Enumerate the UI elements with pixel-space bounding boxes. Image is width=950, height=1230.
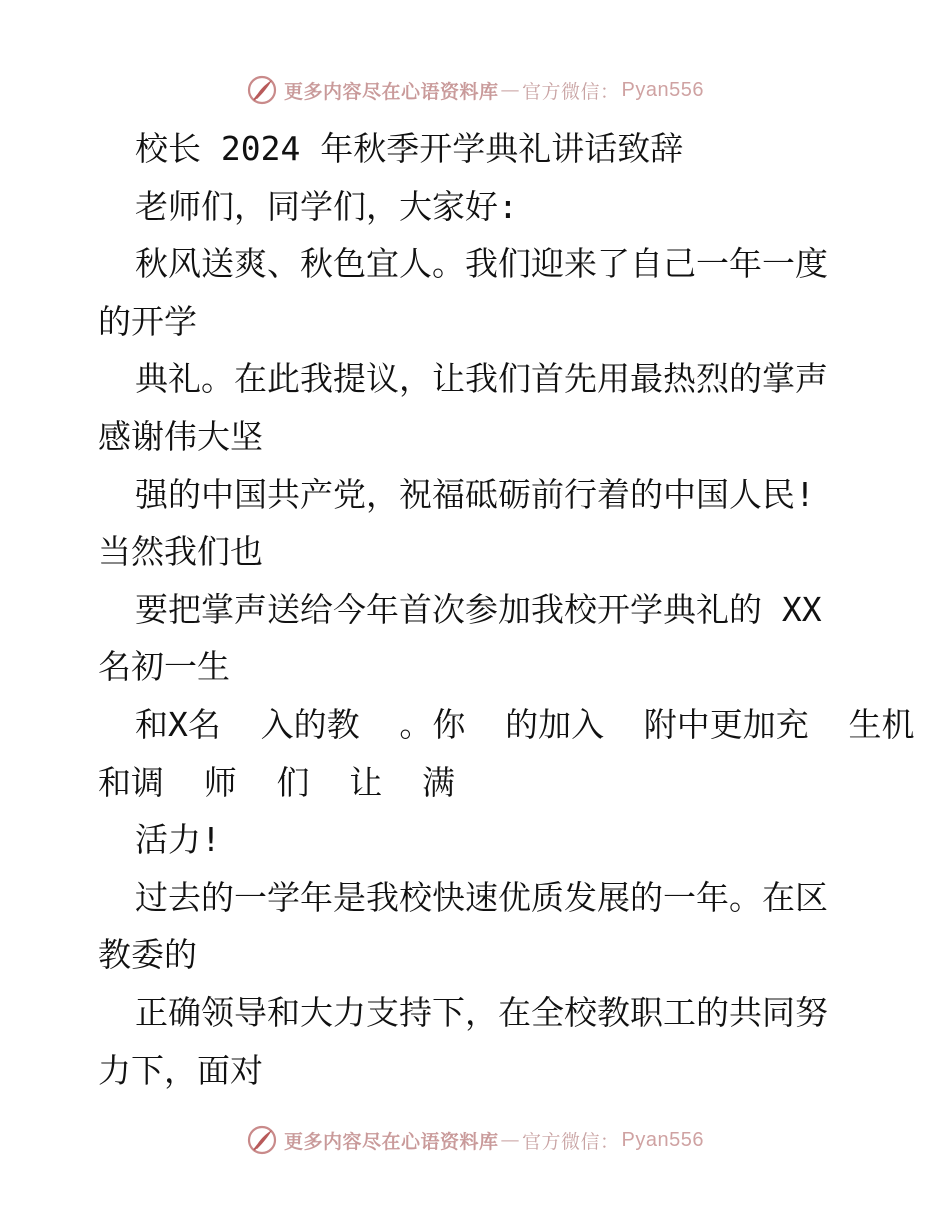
text-line: 秋风送爽、秋色宜人。我们迎来了自己一年一度 [135,244,828,284]
text-line: 典礼。在此我提议，让我们首先用最热烈的掌声 [135,359,828,399]
footer-banner [0,1120,950,1160]
quill-pen-logo-icon [246,74,278,106]
document-body [98,120,915,1099]
banner-wechat-id: Pyan556 [621,1128,704,1151]
document-title: 校长 2024 年秋季开学典礼讲话致辞 [135,129,684,168]
text-line: 强的中国共产党，祝福砥砺前行着的中国人民! [135,474,815,514]
banner-wechat-label: 官方微信： [522,1130,620,1153]
text-line: 老师们，同学们，大家好: [135,186,518,226]
text-line: 要把掌声送给今年首次参加我校开学典礼的 XX [135,589,822,629]
header-banner [0,70,950,110]
banner-wechat-label: 官方微信： [522,80,620,103]
text-line: 名初一生 [98,647,230,687]
text-line: 正确领导和大力支持下，在全校教职工的共同努 [135,992,828,1032]
text-line: 力下，面对 [98,1050,263,1090]
quill-pen-logo-icon [246,1124,278,1156]
text-line: 感谢伟大坚 [98,416,263,456]
banner-separator: — [500,1129,521,1151]
text-line: 活力! [135,820,221,860]
text-line: 当然我们也 [98,532,263,572]
banner-brand-text: 更多内容尽在心语资料库 [284,80,499,103]
text-line: 过去的一学年是我校快速优质发展的一年。在区 [135,877,828,917]
text-line: 的开学 [98,301,197,341]
text-line: 教委的 [98,935,197,975]
banner-brand-text: 更多内容尽在心语资料库 [284,1130,499,1153]
text-line: 和X名 入的教 。你 的加入 附中更加充 生机 [135,704,915,744]
text-line: 和调 师 们 让 满 [98,762,455,802]
banner-wechat-id: Pyan556 [621,78,704,101]
banner-separator: — [500,79,521,101]
